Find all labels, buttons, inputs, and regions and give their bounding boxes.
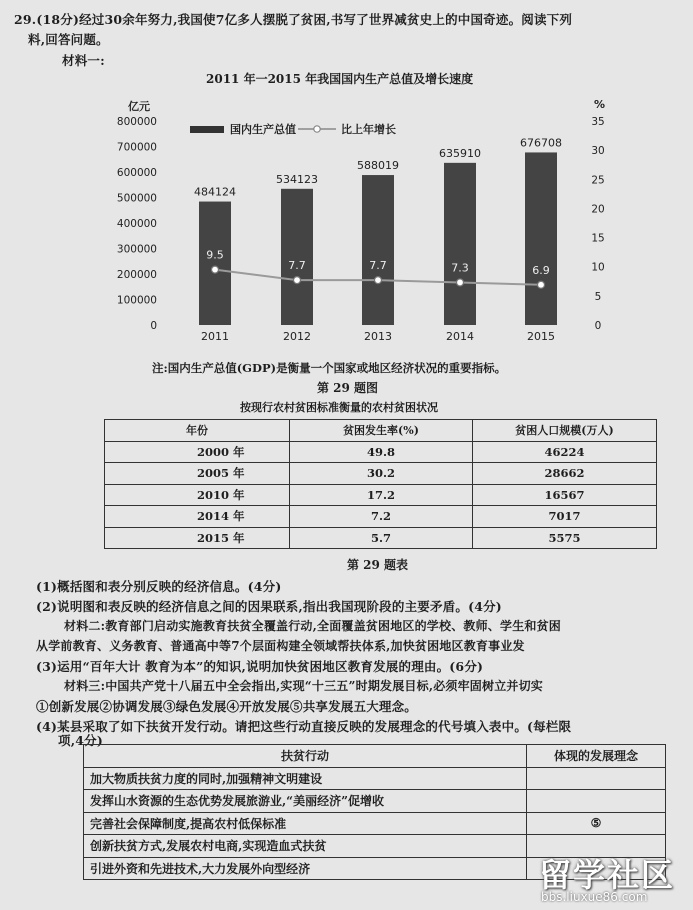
x-tick-label: 2011 <box>201 330 229 343</box>
y-left-tick-label: 100000 <box>116 294 157 307</box>
gdp-bar <box>281 189 313 325</box>
question-4-line2: 项,4分) <box>58 733 103 748</box>
y-left-tick-label: 0 <box>150 320 157 332</box>
table-cell: 49.8 <box>290 441 473 463</box>
table1-caption: 第 29 题表 <box>347 558 409 572</box>
growth-label: 7.3 <box>451 261 469 275</box>
y-right-tick-label: 10 <box>591 261 605 274</box>
gdp-bar-label: 588019 <box>357 159 399 173</box>
growth-label: 7.7 <box>288 259 306 273</box>
legend-line-marker <box>314 126 320 132</box>
table-row <box>84 790 666 813</box>
y-left-tick-label: 600000 <box>116 167 157 179</box>
y-right-tick-label: 35 <box>591 116 605 128</box>
growth-label: 6.9 <box>532 263 550 277</box>
table-cell: 发挥山水资源的生态优势发展旅游业,“美丽经济”促增收 <box>84 790 527 813</box>
gdp-bar <box>199 202 231 325</box>
y-right-axis-label: % <box>594 98 606 111</box>
chart-title: 2011 年一2015 年我国国内生产总值及增长速度 <box>206 72 474 86</box>
growth-point <box>212 266 219 273</box>
table-cell: 30.2 <box>290 463 473 485</box>
table-cell: 5575 <box>473 527 657 549</box>
y-left-tick-label: 200000 <box>116 269 157 281</box>
y-right-tick-label: 15 <box>591 232 605 245</box>
table-cell: 16567 <box>473 484 657 506</box>
table-cell: 2000 年 <box>105 441 290 463</box>
y-left-tick-label: 800000 <box>116 116 157 128</box>
table-cell: 引进外资和先进技术,大力发展外向型经济 <box>84 857 527 880</box>
growth-label: 7.7 <box>369 259 387 273</box>
table-cell: 完善社会保障制度,提高农村低保标准 <box>84 812 527 835</box>
gdp-bar <box>525 152 557 325</box>
growth-point <box>538 281 545 288</box>
legend-bar-swatch <box>190 126 224 133</box>
table-cell: 46224 <box>473 441 657 463</box>
question-1: (1)概括图和表分别反映的经济信息。(4分) <box>36 579 282 594</box>
table-row <box>105 506 657 528</box>
x-tick-label: 2014 <box>446 330 474 343</box>
y-left-tick-label: 700000 <box>116 141 157 154</box>
table-cell: 28662 <box>473 463 657 485</box>
table-cell: 2005 年 <box>105 463 290 485</box>
y-left-tick-label: 400000 <box>116 218 157 230</box>
table-header-row <box>105 420 657 442</box>
material-2-line2: 从学前教育、义务教育、普通高中等7个层面构建全领域帮扶体系,加快贫困地区教育事业发 <box>36 639 525 653</box>
watermark-url: bbs.liuxue86.com <box>541 890 648 904</box>
table-row <box>84 812 666 835</box>
watermark-brand: 留学社区 <box>539 856 676 894</box>
y-right-tick-label: 20 <box>591 203 605 216</box>
table-cell: 2015 年 <box>105 527 290 549</box>
table-row <box>105 484 657 506</box>
y-right-tick-label: 25 <box>591 174 605 187</box>
table-cell: 加大物质扶贫力度的同时,加强精神文明建设 <box>84 767 527 790</box>
table-header: 体现的发展理念 <box>527 745 666 768</box>
material-3-line1: 材料三:中国共产党十八届五中全会指出,实现“十三五”时期发展目标,必须牢固树立并切实 <box>64 679 543 693</box>
growth-point <box>457 279 464 286</box>
table-cell: 7.2 <box>290 506 473 528</box>
table-header: 扶贫行动 <box>84 745 527 768</box>
material-1-label: 材料一: <box>62 53 105 68</box>
table-row <box>84 767 666 790</box>
question-4-line1: (4)某县采取了如下扶贫开发行动。请把这些行动直接反映的发展理念的代号填入表中。(每栏限 <box>36 719 572 734</box>
x-tick-label: 2013 <box>364 330 392 343</box>
table1-title: 按现行农村贫困标准衡量的农村贫困状况 <box>240 401 438 414</box>
material-3-line2: ①创新发展②协调发展③绿色发展④开放发展⑤共享发展五大理念。 <box>36 699 418 714</box>
table-cell: 2010 年 <box>105 484 290 506</box>
question-29-intro-line2: 料,回答问题。 <box>28 32 109 47</box>
x-tick-label: 2015 <box>527 330 555 343</box>
table-row <box>105 441 657 463</box>
table-cell: 5.7 <box>290 527 473 549</box>
table-header: 贫困发生率(%) <box>290 420 473 442</box>
y-right-tick-label: 5 <box>594 290 602 303</box>
y-left-tick-label: 300000 <box>116 243 157 256</box>
answer-cell[interactable] <box>527 767 666 790</box>
gdp-bar-label: 635910 <box>439 146 481 160</box>
poverty-table <box>104 419 657 549</box>
growth-point <box>294 277 301 284</box>
gdp-growth-chart <box>0 0 693 380</box>
table-header-row <box>84 745 666 768</box>
table-row <box>105 527 657 549</box>
table-row <box>105 463 657 485</box>
table-cell: 7017 <box>473 506 657 528</box>
y-right-tick-label: 30 <box>591 145 605 158</box>
growth-label: 9.5 <box>206 248 224 262</box>
y-left-axis-label: 亿元 <box>128 100 150 113</box>
question-29-intro-line1: 29.(18分)经过30余年努力,我国使7亿多人摆脱了贫困,书写了世界减贫史上的中国奇迹。阅读下列 <box>14 12 573 27</box>
answer-cell[interactable]: ⑤ <box>527 812 666 835</box>
gdp-bar-label: 484124 <box>194 185 236 199</box>
table-cell: 17.2 <box>290 484 473 506</box>
legend-bar-label: 国内生产总值 <box>230 123 296 136</box>
question-3: (3)运用“百年大计 教育为本”的知识,说明加快贫困地区教育发展的理由。(6分) <box>36 659 484 674</box>
question-2: (2)说明图和表反映的经济信息之间的因果联系,指出我国现阶段的主要矛盾。(4分) <box>36 599 502 614</box>
y-right-tick-label: 0 <box>594 320 602 332</box>
table-header: 年份 <box>105 420 290 442</box>
gdp-bar <box>362 175 394 325</box>
gdp-bar-label: 534123 <box>276 172 318 186</box>
growth-point <box>375 277 382 284</box>
table-cell: 2014 年 <box>105 506 290 528</box>
table-cell: 创新扶贫方式,发展农村电商,实现造血式扶贫 <box>84 835 527 858</box>
gdp-bar-label: 676708 <box>520 136 562 150</box>
gdp-bar <box>444 163 476 325</box>
x-tick-label: 2012 <box>283 330 311 343</box>
chart-caption: 第 29 题图 <box>317 381 379 395</box>
legend-line-label: 比上年增长 <box>341 123 396 136</box>
chart-note: 注:国内生产总值(GDP)是衡量一个国家或地区经济状况的重要指标。 <box>152 361 507 375</box>
site-watermark-logo <box>535 850 685 908</box>
table-header: 贫困人口规模(万人) <box>473 420 657 442</box>
answer-cell[interactable] <box>527 790 666 813</box>
y-left-tick-label: 500000 <box>116 192 157 205</box>
material-2-line1: 材料二:教育部门启动实施教育扶贫全覆盖行动,全面覆盖贫困地区的学校、教师、学生和贫困 <box>64 619 562 633</box>
